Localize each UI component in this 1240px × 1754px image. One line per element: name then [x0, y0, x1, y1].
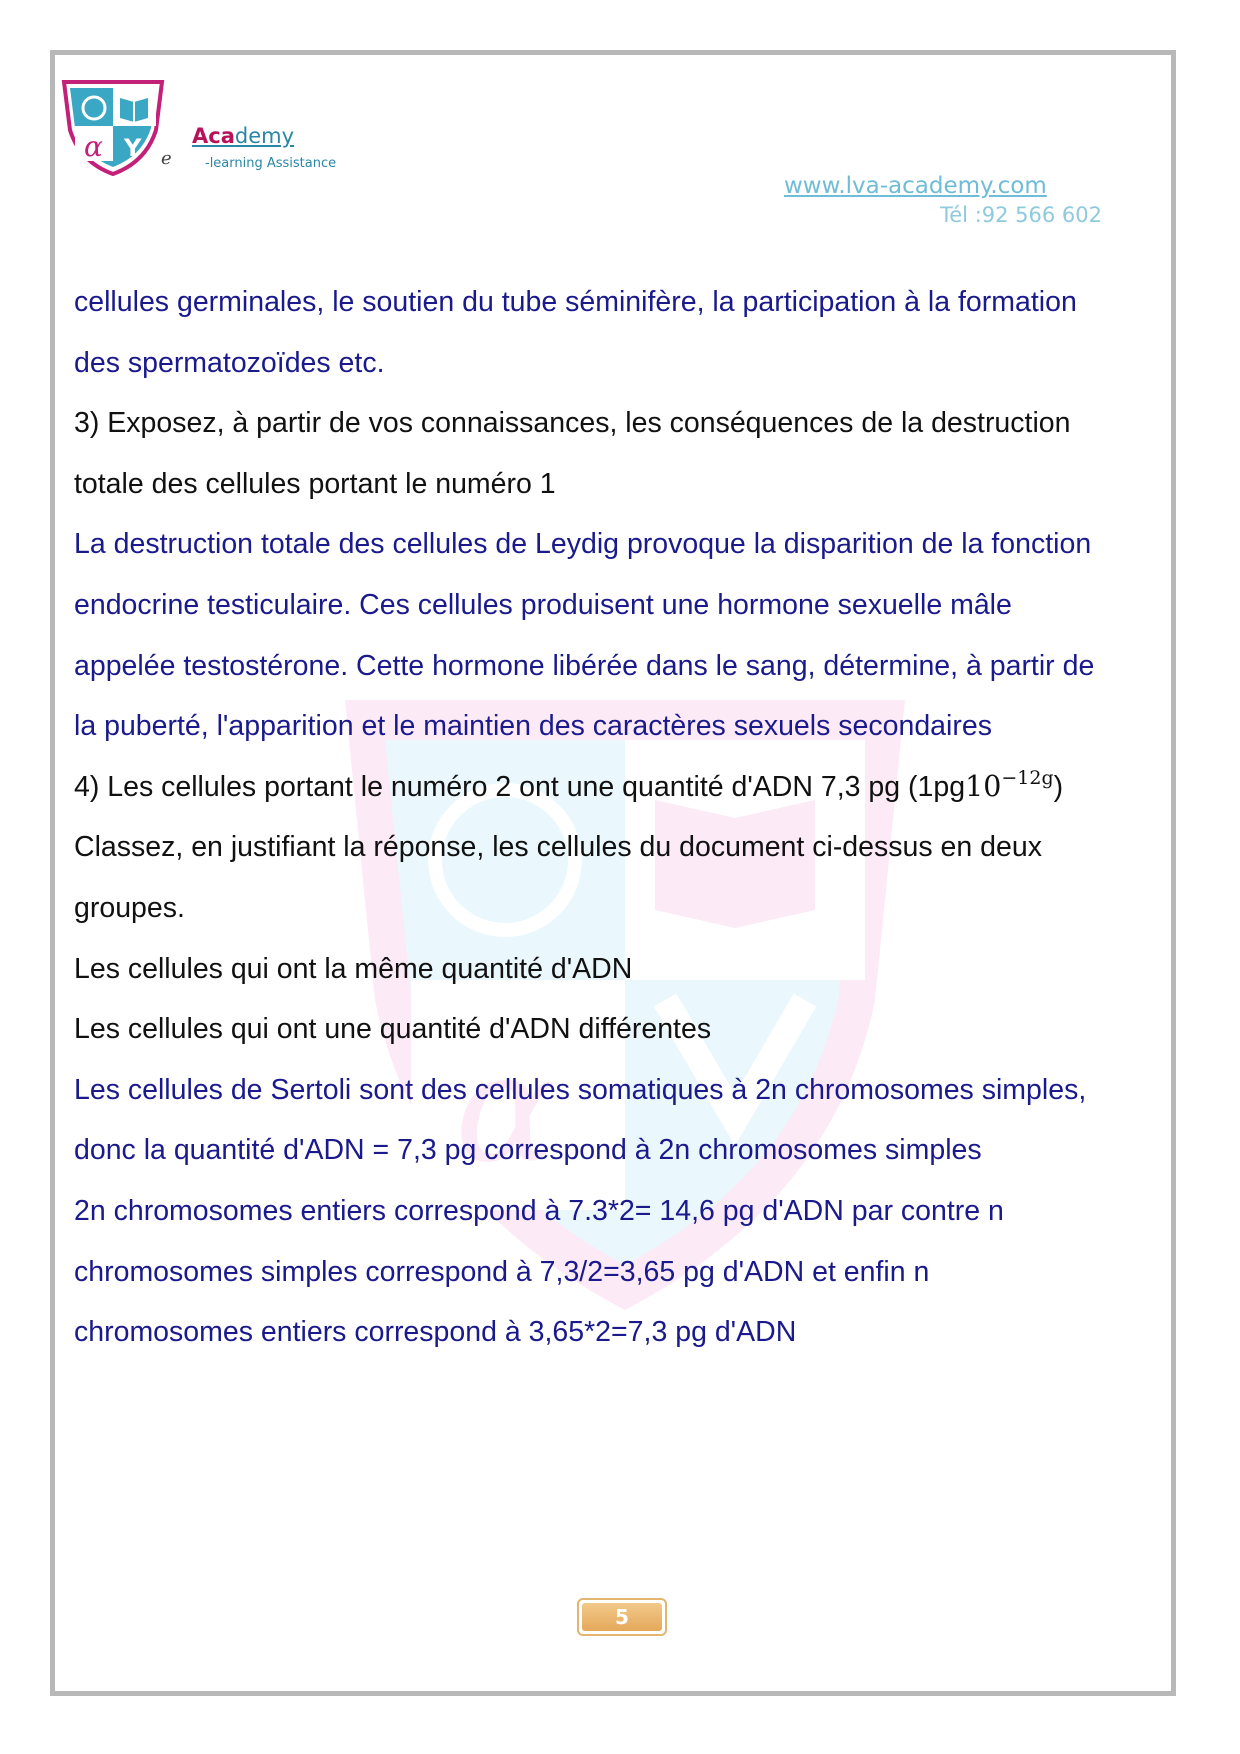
group-1-label: Les cellules qui ont la même quantité d'ADN [74, 952, 633, 985]
closing-paren: ) [1053, 770, 1064, 803]
answer-line: 2n chromosomes entiers correspond à 7.3*2= 14,6 pg d'ADN par contre n [74, 1194, 1004, 1227]
website-link[interactable]: www.lva-academy.com [784, 173, 1047, 199]
group-2-label: Les cellules qui ont une quantité d'ADN différentes [74, 1013, 712, 1046]
document-body [74, 272, 1174, 1363]
phone-number: Tél :92 566 602 [940, 203, 1103, 227]
e-letter: e [161, 148, 172, 169]
question-4-text: 4) Les cellules portant le numéro 2 ont une quantité d'ADN 7,3 pg (1pg [74, 770, 966, 803]
answer-line: chromosomes entiers correspond à 3,65*2=7,3 pg d'ADN [74, 1316, 797, 1349]
answer-line: chromosomes simples correspond à 7,3/2=3,65 pg d'ADN et enfin n [74, 1255, 930, 1288]
alpha-symbol: α [84, 130, 103, 163]
answer-3: La destruction totale des cellules de Leydig provoque la disparition de la fonction [74, 528, 1092, 561]
answer-line: cellules germinales, le soutien du tube séminifère, la participation à la formation [74, 286, 1077, 318]
answer-line: la puberté, l'apparition et le maintien des caractères sexuels secondaires [74, 710, 992, 743]
page-number-badge [577, 1598, 667, 1636]
answer-line: des spermatozoïdes etc. [74, 346, 385, 379]
question-4 [74, 757, 1174, 818]
question-line: totale des cellules portant le numéro 1 [74, 467, 556, 500]
question-line: groupes. [74, 891, 185, 924]
svg-text:α: α [455, 1022, 557, 1196]
academy-name-suffix: demy [234, 124, 295, 148]
answer-line: endocrine testiculaire. Ces cellules produisent une hormone sexuelle mâle [74, 588, 1012, 621]
answer-4: Les cellules de Sertoli sont des cellules somatiques à 2n chromosomes simples, [74, 1073, 1087, 1106]
power-exponent: −12g [1001, 766, 1054, 789]
academy-subtitle: -learning Assistance [205, 156, 337, 171]
power-base: 10 [965, 769, 1002, 803]
answer-line: donc la quantité d'ADN = 7,3 pg correspond à 2n chromosomes simples [74, 1134, 982, 1167]
academy-name-prefix: Aca [192, 124, 235, 148]
question-3: 3) Exposez, à partir de vos connaissances, les conséquences de la destruction [74, 407, 1071, 440]
academy-name [192, 124, 294, 148]
answer-line: appelée testostérone. Cette hormone libérée dans le sang, détermine, à partir de [74, 649, 1095, 682]
check-symbol: Y [124, 134, 142, 162]
academy-logo-icon [58, 78, 168, 176]
question-line: Classez, en justifiant la réponse, les cellules du document ci-dessus en deux [74, 831, 1042, 864]
page-number: 5 [582, 1603, 662, 1631]
